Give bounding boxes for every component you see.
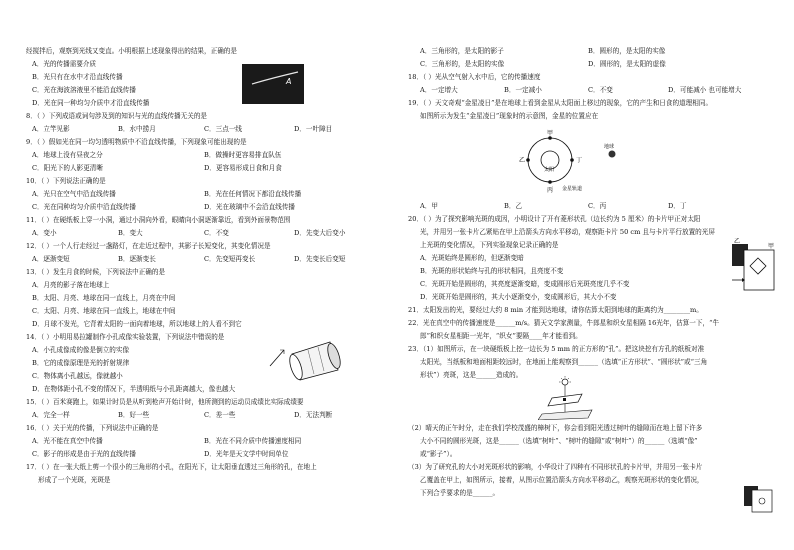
question-15: 15．（ ）百米赛跑上，如果计时员是从听到枪声开始计时，他所测到的运动员成绩比实际成绩要 (26, 398, 304, 406)
option: C．光在同种均匀介质中沿直线传播 (32, 203, 136, 211)
option: C．不变 (588, 86, 613, 94)
option: A．小孔成像成的像是倒立的实像 (32, 346, 130, 354)
question-23-2-cont: 或“影子”）。 (420, 450, 457, 458)
option: B．光只有在水中才沿直线传播 (32, 73, 123, 81)
option: A．光的传播需要介质 (32, 60, 97, 68)
sun-label: 太阳 (544, 167, 555, 173)
option: C．三点一线 (204, 125, 243, 133)
option: A．三角形的，是太阳的影子 (420, 47, 504, 55)
option: B．它的成像原理是光的折射规律 (32, 359, 130, 367)
question-11: 11．（ ）在硬纸板上穿一小洞，通过小洞向外看，眼睛向小洞逐渐靠近，看到外面景物范围 (26, 216, 291, 224)
option: D．光年是天文学中时间单位 (204, 450, 289, 458)
question-13: 13．（ ）发生月食的时候，下列说法中正确的是 (26, 268, 166, 276)
option: A．光只在空气中沿直线传播 (32, 190, 116, 198)
option: C．物体离小孔越远，像就越小 (32, 372, 123, 380)
question-22: 22．光在真空中的传播速度是______m/s。猜天文学家测量，牛郎星和织女星相隔 16光年，估算一下，“牛 (408, 319, 720, 327)
option: C．光斑开始是圆形的，其亮度逐渐变暗，变成圆形后光斑亮度几乎不变 (420, 280, 630, 288)
option: A．立竿见影 (32, 125, 70, 133)
option: D．先变长后变短 (294, 255, 346, 263)
option: C．光在海波溶液里不能沿直线传播 (32, 86, 136, 94)
option: D．圆形的，是太阳的虚像 (588, 60, 666, 68)
point-bing: 丙 (547, 187, 554, 194)
question-17: 17．（ ）在一张大纸上剪一个很小的三角形的小孔，在阳光下，让太阳垂直透过三角形的孔，在地上 (26, 463, 317, 471)
question-20-cont: 上光斑的变化情况，下列实验现象记录正确的是 (420, 241, 559, 249)
option: D．可能减小 也可能增大 (668, 86, 742, 94)
option: A．光不能在真空中传播 (32, 437, 103, 445)
option: D．在物体距小孔不变的情况下，半透明纸与小孔距离越大，像也越大 (32, 385, 236, 393)
option: C．影子的形成是由于光的直线传播 (32, 450, 136, 458)
option: A．一定增大 (420, 86, 458, 94)
point-yi: 乙 (519, 157, 526, 164)
option: B．光在不同介质中传播速度相同 (204, 437, 302, 445)
option: B．光斑的形状始终与孔的形状相同，且亮度不变 (420, 267, 564, 275)
question-8: 8．（ ）下列成语或词句涉及到的知识与光的直线传播无关的是 (26, 112, 208, 120)
question-12: 12．（ ）一个人行走经过一盏路灯，在走近过程中，其影子长短变化，其变化情况是 (26, 242, 271, 250)
option: D．光斑开始是圆形的，其大小逐渐变小，变成圆形后，其大小不变 (420, 293, 617, 301)
option: C．不变 (204, 229, 229, 237)
question-18: 18．（ ）光从空气射入水中后，它的传播速度 (408, 73, 541, 81)
question-23-3-cont: 下列合乎要求的是______。 (420, 489, 500, 497)
question-20-cont: 光，并用另一张卡片乙紧贴在甲上沿箭头方向水平移动，观察距卡片 50 cm 且与卡片平行放置的光屏 (420, 228, 715, 236)
question-19: 19．（ ）天文奇观“金星凌日”是在地球上看到金星从太阳面上移过的现象，它的产生和日食的道理相同。 (408, 99, 713, 107)
option: D．光在玻璃中不会沿直线传播 (204, 203, 296, 211)
pinhole-camera-figure (268, 336, 354, 386)
option: C．丙 (588, 202, 607, 210)
question-23: 23．（1）如图所示，在一块硬纸板上挖一边长为 5 mm 的正方形的“孔”。把这块挖有方孔的纸板对准 (408, 345, 705, 353)
question-23-cont: 形状”）亮斑，这是______造成的。 (420, 371, 523, 379)
card-label-jia: 甲 (768, 243, 775, 250)
option: D．丁 (668, 202, 687, 210)
question-9: 9．（ ）假如光在同一均匀透明物质中不沿直线传播，下列现象可能出现的是 (26, 138, 247, 146)
option: C．太阳、月亮、地球在同一直线上，地球在中间 (32, 307, 176, 315)
question-22-cont: 郎”和织女星相距一光年，“织女”要隔____年才能看到。 (420, 332, 582, 340)
question-23-3: （3）为了研究孔的大小对光斑形状的影响，小华设计了四种有不同形状孔的卡片甲，并用另一张卡片 (408, 463, 703, 471)
question-17-cont: 形成了一个光斑，光斑是 (38, 476, 111, 484)
card-figure (730, 238, 780, 298)
option: C．三角形的，是太阳的实像 (420, 60, 505, 68)
option: D．先变大后变小 (294, 229, 346, 237)
option: D．光在同一种均匀介质中才沿直线传播 (32, 99, 150, 107)
question-21: 21．太阳发出的光，要经过大约 8 min 才能到达地球，请你估算太阳到地球的距离约为________m。 (408, 306, 703, 314)
option: B．圆形的，是太阳的实像 (588, 47, 666, 55)
question-16: 16．（ ）关于光的传播，下列说法中正确的是 (26, 424, 159, 432)
option: D．一叶障目 (294, 125, 333, 133)
option: B．乙 (504, 202, 523, 210)
option: A．变小 (32, 229, 57, 237)
option: B．变大 (118, 229, 143, 237)
option: C．先变短再变长 (204, 255, 256, 263)
card-label-yi: 乙 (734, 238, 741, 245)
option: C．阳光下的人影更清晰 (32, 164, 103, 172)
question-23-2: （2）晴天的正午时分，走在我们学校茂盛的樟树下，你会看到阳光透过树叶的缝隙而在地上留下许多 (408, 424, 703, 432)
option: D．更容易形成日食和月食 (204, 164, 282, 172)
option: B．一定减小 (504, 86, 542, 94)
option: B．做操时更容易排直队伍 (204, 151, 282, 159)
option: B．逐渐变长 (118, 255, 156, 263)
option: A．月亮的影子落在地球上 (32, 281, 110, 289)
orbit-label: 金星轨道 (562, 186, 583, 192)
option: D．月球不发光，它背着太阳的一面向着地球，所以地球上的人看不到它 (32, 320, 242, 328)
option: B．光在任何情况下都沿直线传播 (204, 190, 302, 198)
option: A．地球上没有昼夜之分 (32, 151, 103, 159)
small-card-figure (742, 484, 776, 518)
earth-label: 地球 (604, 144, 615, 150)
question-14: 14．（ ）小明用易拉罐制作小孔成像实验装置，下列说法中错误的是 (26, 333, 225, 341)
figure-label-a: A (286, 77, 292, 86)
option: A．甲 (420, 202, 438, 210)
question-23-3-cont: 乙覆盖在甲上，如图所示，接着，从图示位置沿箭头方向水平移动乙，观察光斑形状的变化情况， (420, 476, 704, 484)
option: A．完全一样 (32, 411, 70, 419)
option: A．光斑始终是圆形的，但逐渐变暗 (420, 254, 524, 262)
point-ding: 丁 (576, 157, 583, 164)
question-23-cont: 太阳光，当纸板和地面相距较远时，在地面上能观察到______（选填“正方形状”、“圆形状”或“三角 (420, 358, 708, 366)
question-23-2-cont: 大小不同的圆形光斑，这是______（选填“树叶”、“树叶的缝隙”或“树叶”）的______（选填“像” (420, 437, 698, 445)
option: B．水中捞月 (118, 125, 156, 133)
question-10: 10．（ ）下列说法正确的是 (26, 177, 106, 185)
option: C．差一些 (204, 411, 236, 419)
option: D．无法判断 (294, 411, 333, 419)
intro-text: 经搅拌后，观察到光线又变直。小明根据上述现象得出的结果，正确的是 (26, 47, 237, 55)
sun-card-figure (538, 376, 598, 424)
question-19-cont: 如图所示为发生“金星凌日”现象时的示意图，金星的位置应在 (420, 112, 599, 120)
option: B．好一些 (118, 411, 150, 419)
option: B．太阳、月亮、地球在同一直线上，月亮在中间 (32, 294, 176, 302)
light-beam-figure (242, 64, 304, 108)
option: A．逐渐变短 (32, 255, 70, 263)
venus-transit-figure (504, 124, 654, 202)
question-20: 20．（ ）为了探究影响光斑的成因，小明设计了开有菱形状孔（边长约为 5 厘米）的卡片甲正对太阳 (408, 215, 701, 223)
point-jia: 甲 (547, 130, 554, 137)
